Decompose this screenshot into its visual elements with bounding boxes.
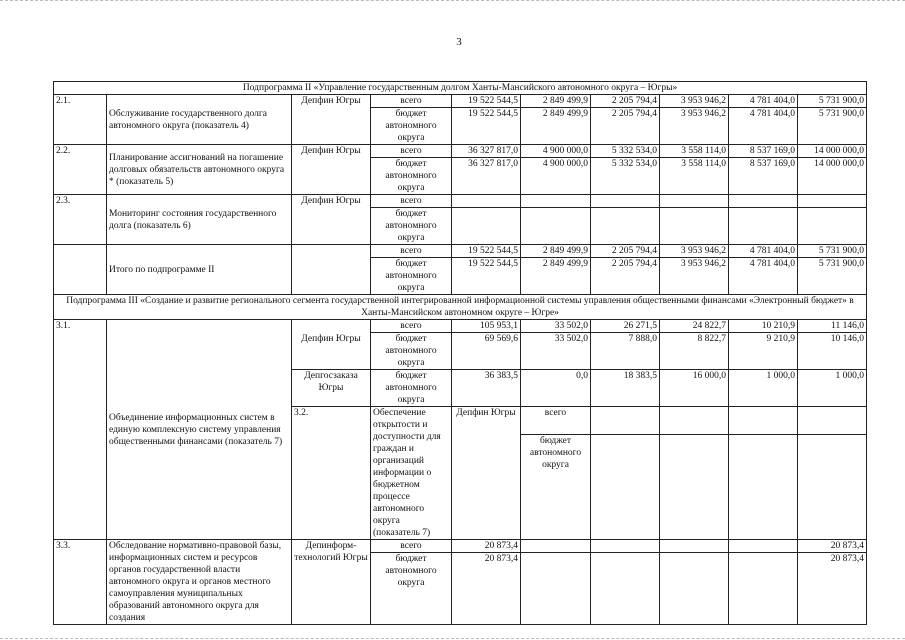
row-number: 3.2. [292,407,371,540]
table-row [54,195,867,208]
value-cell [591,435,660,540]
value-cell: 8 537 169,0 [729,158,798,195]
row-executor: Депфин Югры [452,407,521,540]
value-cell: 10 210,9 [729,320,798,333]
source-total-label: всего [371,320,452,333]
value-cell [591,540,660,553]
value-cell: 19 522 544,5 [452,108,521,145]
value-cell [591,195,660,208]
value-cell: 4 781 404,0 [729,258,798,295]
value-cell: 4 781 404,0 [729,108,798,145]
value-cell: 26 271,5 [591,320,660,333]
value-cell [729,553,798,625]
value-cell: 5 731 900,0 [798,108,867,145]
table-row [54,320,867,333]
value-cell: 105 953,1 [452,320,521,333]
table-row [54,540,867,553]
row-executor [292,245,371,295]
value-cell: 33 502,0 [521,333,591,370]
value-cell [591,553,660,625]
value-cell: 19 522 544,5 [452,95,521,108]
value-cell: 8 822,7 [660,333,729,370]
value-cell [521,540,591,553]
row-number [54,245,107,295]
value-cell [660,553,729,625]
value-cell: 1 000,0 [798,370,867,407]
value-cell: 8 537 169,0 [729,145,798,158]
value-cell: 0,0 [521,370,591,407]
value-cell: 11 146,0 [798,320,867,333]
row-number: 2.1. [54,95,107,145]
value-cell: 20 873,4 [798,553,867,625]
row-number: 2.3. [54,195,107,245]
program-table [53,81,867,625]
value-cell: 16 000,0 [660,370,729,407]
subtotal-label: Итого по подпрограмме II [107,245,292,295]
value-cell: 2 849 499,9 [521,258,591,295]
value-cell: 7 888,0 [591,333,660,370]
value-cell: 36 327 817,0 [452,158,521,195]
source-budget-label: бюджет автономного округа [371,158,452,195]
source-budget-label: бюджет автономного округа [371,208,452,245]
source-budget-label: бюджет автономного округа [371,108,452,145]
scan-edge-top [0,0,905,7]
value-cell: 36 383,5 [452,370,521,407]
value-cell [521,195,591,208]
value-cell [729,208,798,245]
row-executor: Депфин Югры [292,145,371,195]
value-cell [798,435,867,540]
row-number: 3.1. [54,320,107,540]
source-budget-label: бюджет автономного округа [371,553,452,625]
row-name: Обеспечение открытости и доступности для граждан и организаций информации о бюджетном процессе автономного округа (показатель 7) [371,407,452,540]
row-executor [292,320,371,333]
source-budget-label: бюджет автономного округа [371,333,452,370]
value-cell: 14 000 000,0 [798,158,867,195]
value-cell: 4 900 000,0 [521,158,591,195]
value-cell: 2 849 499,9 [521,108,591,145]
value-cell: 2 205 794,4 [591,258,660,295]
source-total-label: всего [521,407,591,435]
row-executor: Депгосзаказа Югры [292,370,371,407]
value-cell: 3 558 114,0 [660,158,729,195]
value-cell: 14 000 000,0 [798,145,867,158]
value-cell: 3 953 946,2 [660,108,729,145]
value-cell: 10 146,0 [798,333,867,370]
value-cell: 2 205 794,4 [591,245,660,258]
source-total-label: всего [371,195,452,208]
value-cell [452,195,521,208]
value-cell: 3 953 946,2 [660,95,729,108]
value-cell: 5 332 534,0 [591,158,660,195]
source-total-label: всего [371,145,452,158]
value-cell: 2 205 794,4 [591,108,660,145]
value-cell [729,407,798,435]
value-cell: 69 569,6 [452,333,521,370]
value-cell [660,208,729,245]
row-name: Обслуживание государственного долга автономного округа (показатель 4) [107,95,292,145]
value-cell: 24 822,7 [660,320,729,333]
source-budget-label: бюджет автономного округа [521,435,591,540]
value-cell [798,195,867,208]
row-number: 2.2. [54,145,107,195]
value-cell [591,208,660,245]
value-cell: 20 873,4 [452,553,521,625]
value-cell: 20 873,4 [798,540,867,553]
subprogram3-header-row [54,295,867,320]
subprogram2-header-row [54,82,867,95]
source-total-label: всего [371,245,452,258]
value-cell [660,195,729,208]
value-cell: 5 731 900,0 [798,258,867,295]
row-executor: Депинформ-технологий Югры [292,540,371,625]
value-cell: 3 558 114,0 [660,145,729,158]
value-cell: 5 332 534,0 [591,145,660,158]
value-cell [660,435,729,540]
row-name: Объединение информационных систем в единую комплексную систему управления общественными финансами (показатель 7) [107,320,292,540]
value-cell: 19 522 544,5 [452,258,521,295]
value-cell: 3 953 946,2 [660,258,729,295]
value-cell [521,208,591,245]
value-cell: 36 327 817,0 [452,145,521,158]
value-cell [591,407,660,435]
row-name: Планирование ассигнований на погашение долговых обязательств автономного округа * (показатель 5) [107,145,292,195]
value-cell: 2 849 499,9 [521,95,591,108]
value-cell [660,407,729,435]
value-cell: 3 953 946,2 [660,245,729,258]
page-number: 3 [456,36,462,48]
value-cell: 5 731 900,0 [798,245,867,258]
value-cell: 18 383,5 [591,370,660,407]
source-budget-label: бюджет автономного округа [371,258,452,295]
value-cell: 33 502,0 [521,320,591,333]
value-cell: 9 210,9 [729,333,798,370]
value-cell [729,435,798,540]
scan-edge-bottom [0,632,905,639]
source-total-label: всего [371,95,452,108]
value-cell [798,407,867,435]
value-cell: 4 781 404,0 [729,245,798,258]
row-executor: Депфин Югры [292,333,371,370]
table-row [54,95,867,108]
value-cell: 2 205 794,4 [591,95,660,108]
row-name: Обследование нормативно-правовой базы, информационных систем и ресурсов органов государственной власти автономного округа и органов местного самоуправления муниципальных образований автономного округа для создания [107,540,292,625]
subprogram3-title: Подпрограмма III «Создание и развитие регионального сегмента государственной интегрированной информационной системы управления общественными финансами «Электронный бюджет» в Ханты-Мансийском автономном округе – Югре» [54,295,867,320]
value-cell [452,208,521,245]
source-budget-label: бюджет автономного округа [371,370,452,407]
row-number: 3.3. [54,540,107,625]
subtotal-row [54,245,867,258]
value-cell [660,540,729,553]
value-cell [521,553,591,625]
value-cell: 4 900 000,0 [521,145,591,158]
value-cell: 5 731 900,0 [798,95,867,108]
row-executor: Депфин Югры [292,95,371,145]
source-total-label: всего [371,540,452,553]
value-cell: 20 873,4 [452,540,521,553]
value-cell: 19 522 544,5 [452,245,521,258]
value-cell [729,540,798,553]
row-executor: Депфин Югры [292,195,371,245]
value-cell [729,195,798,208]
subprogram2-title: Подпрограмма II «Управление государственным долгом Ханты-Мансийского автономного округа – Югры» [54,82,867,95]
value-cell: 1 000,0 [729,370,798,407]
value-cell: 4 781 404,0 [729,95,798,108]
value-cell: 2 849 499,9 [521,245,591,258]
table-row [54,145,867,158]
row-name: Мониторинг состояния государственного долга (показатель 6) [107,195,292,245]
value-cell [798,208,867,245]
